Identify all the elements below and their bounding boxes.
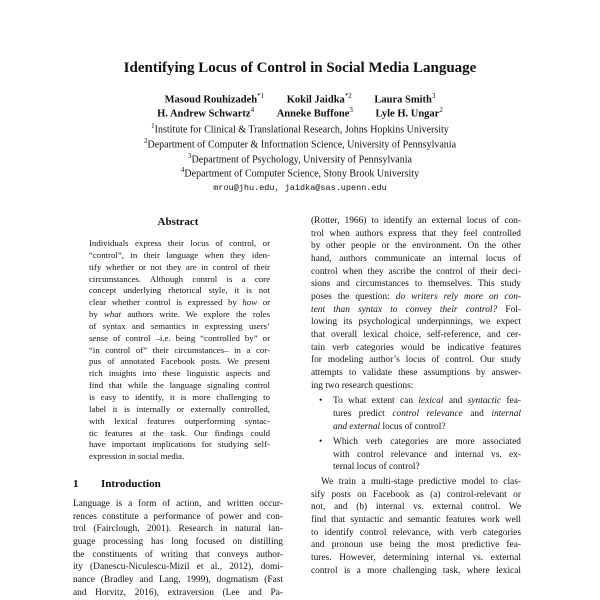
body-line: by other people or the environment. On the other — [311, 241, 521, 252]
bullet-line: tures predict control relevance and internal — [333, 408, 522, 419]
abstract-line: tify whether or not they are in control of their — [89, 261, 270, 272]
intro-line: Language is a form of action, and written occur- — [73, 499, 283, 509]
bullet-item: • Which verb categories are more associated — [319, 437, 521, 448]
author: Kokil Jaidka$^{*2}$ — [286, 92, 352, 106]
intro-line: nance (Bradley and Lang, 1999), dogmatism (Fast — [73, 574, 283, 585]
abstract-line: have important implications for studying self- — [89, 439, 270, 450]
body-line: control when they ascribe the control of their deci- — [311, 266, 521, 277]
author: Masoud Rouhizadeh$^{*1}$ — [164, 92, 265, 106]
abstract-line: sense of control –i.e. being “controlled by” or — [89, 332, 270, 343]
body-line: not, and (b) internal vs. external control. We — [311, 502, 521, 513]
email-line: mrou@jhu.edu, jaidka@sas.upenn.edu — [213, 183, 387, 193]
abstract-line: label it is internally or externally controlled, — [89, 403, 270, 414]
intro-line: and Horvitz, 2016), extraversion (Lee and Pa- — [73, 587, 283, 598]
body-line: (Rotter, 1966) to identify an external locus of con- — [311, 216, 521, 226]
body-line: sions and circumstances to themselves. This study — [311, 279, 521, 290]
body-line: and pronoun use being the most predictive fea- — [311, 540, 521, 551]
abstract-heading: Abstract — [157, 216, 199, 228]
body-line: hand, authors communicate an internal locus of — [311, 253, 521, 264]
intro-line: ity (Danescu-Niculescu-Mizil et al., 2012), domi- — [73, 562, 283, 573]
abstract-line: tic features at the task. Our findings could — [89, 427, 270, 438]
body-line: sify posts on Facebook as (a) control-relevant or — [311, 489, 521, 500]
paper-title: Identifying Locus of Control in Social Media Language — [123, 60, 477, 76]
abstract-line: find that while the language signaling control — [89, 380, 270, 391]
author: Lyle H. Ungar$^2$ — [375, 106, 443, 120]
body-line: tent than syntax to convey their control? Fol- — [311, 304, 521, 315]
author: H. Andrew Schwartz$^4$ — [157, 106, 255, 120]
intro-line: the constituents of writing that conveys author- — [73, 549, 283, 560]
abstract-body — [89, 238, 270, 463]
abstract-line: expression in social media. — [89, 451, 185, 462]
author: Anneke Buffone$^3$ — [276, 106, 353, 120]
body-line: that overall lexical choice, self-reference, and cer- — [311, 329, 521, 340]
abstract-line: pus of annotated Facebook posts. We present — [89, 356, 270, 367]
body-line: for modeling author’s locus of control. Our study — [311, 355, 521, 366]
abstract-line: rich insights into these linguistic aspects and — [89, 368, 270, 379]
body-line: attempts to validate these assumptions by answer- — [311, 367, 521, 378]
affiliation: $^2$Department of Computer & Information Science, University of Pennsylvania — [143, 137, 457, 151]
abstract-line: by what authors write. We explore the roles — [89, 309, 271, 320]
body-line: to identify control relevance, with verb categories — [311, 527, 521, 538]
abstract-line: is easy to identify, it is more challenging to — [89, 391, 270, 402]
affiliation: $^1$Institute for Clinical & Translational Research, Johns Hopkins University — [151, 122, 449, 136]
body-line: trol when authors express that they feel controlled — [311, 228, 521, 239]
abstract-line: circumstances. Although control is a core — [89, 273, 270, 284]
bullet-line: and external locus of control? — [333, 421, 446, 432]
abstract-line: “control”, in their language when they iden- — [89, 249, 270, 260]
author-row-2 — [0, 106, 600, 120]
body-line: find that syntactic and semantic features work well — [311, 515, 521, 526]
author-row-1 — [0, 92, 600, 106]
right-column — [311, 215, 521, 577]
body-line: ing two research questions: — [311, 380, 414, 391]
bullet-icon: • — [319, 437, 323, 448]
abstract-line: Individuals express their locus of control, or — [89, 238, 270, 248]
abstract-line: “in control of” their circumstances– in a cor- — [89, 344, 270, 355]
body-line: tures. However, determining internal vs. external — [311, 553, 521, 564]
body-line: poses the question: do writers rely more on con- — [311, 291, 521, 302]
bullet-line: ternal locus of control? — [333, 462, 420, 473]
affiliation: $^4$Department of Computer Science, Stony Brook University — [180, 166, 420, 180]
abstract-line: concept underlying rhetorical style, it is not — [89, 285, 270, 296]
bullet-icon: • — [319, 396, 323, 407]
author: Laura Smith$^3$ — [374, 92, 436, 106]
abstract-line: with lexical features outperforming syntac- — [89, 415, 270, 426]
body-line: lowing its psychological underpinnings, we expect — [311, 317, 521, 328]
bullet-line: with control relevance and internal vs. ex- — [333, 449, 521, 460]
body-line: We train a multi-stage predictive model to clas- — [321, 477, 521, 488]
introduction-body — [73, 498, 283, 599]
abstract-line: clear whether control is expressed by how or — [89, 297, 271, 308]
intro-line: guage processing has long focused on distilling — [73, 536, 283, 547]
bullet-item: • To what extent can lexical and syntactic fea- — [319, 396, 522, 407]
body-line: tain verb categories would be indicative features — [311, 342, 521, 353]
body-line: control is a more challenging task, where lexical — [311, 565, 521, 576]
affiliation: $^3$Department of Psychology, University of Pennsylvania — [188, 152, 412, 166]
intro-line: trol (Fairclough, 2001). Research in natural lan- — [73, 524, 283, 535]
abstract-line: of syntax and semantics in expressing users’ — [89, 320, 270, 331]
intro-line: rences constitute a performance of power and con- — [73, 511, 283, 522]
section-heading-introduction: 1 Introduction — [73, 478, 161, 490]
